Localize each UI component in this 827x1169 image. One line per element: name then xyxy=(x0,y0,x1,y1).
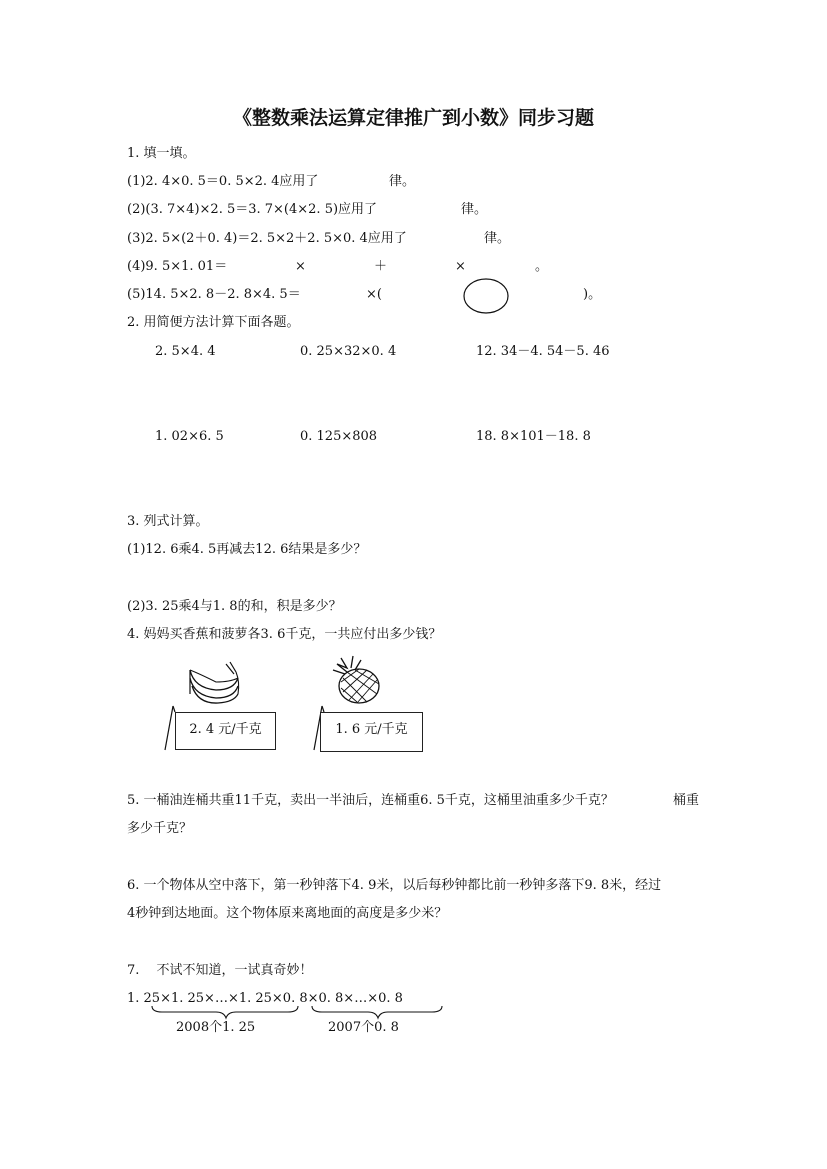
pineapple-icon xyxy=(327,654,383,706)
pineapple-price-label: 1. 6 元/千克 xyxy=(320,712,423,752)
q1-item-2: (2)(3. 7×4)×2. 5＝3. 7×(4×2. 5)应用了 xyxy=(127,202,378,217)
underbraces xyxy=(150,1004,450,1020)
q1-item-4-end: 。 xyxy=(535,259,549,274)
banana-price-label: 2. 4 元/千克 xyxy=(175,712,276,750)
q7-brace-label-2: 2007个0. 8 xyxy=(328,1020,399,1035)
q1-item-1: (1)2. 4×0. 5＝0. 5×2. 4应用了 xyxy=(127,174,319,189)
q1-item-2-suffix: 律。 xyxy=(461,202,488,217)
answer-circle xyxy=(463,278,511,316)
q6-line-2: 4秒钟到达地面。这个物体原来离地面的高度是多少米？ xyxy=(127,906,448,921)
q2-problem-3: 12. 34－4. 54－5. 46 xyxy=(476,344,610,359)
q7-expression: 1. 25×1. 25×…×1. 25×0. 8×0. 8×…×0. 8 xyxy=(127,991,403,1006)
q1-item-4-op-1: × xyxy=(295,259,306,274)
q3-item-1: (1)12. 6乘4. 5再减去12. 6结果是多少？ xyxy=(127,542,367,557)
q5-line-1-end: 桶重 xyxy=(673,793,700,808)
banana-icon xyxy=(186,660,242,704)
q1-item-3: (3)2. 5×(2＋0. 4)＝2. 5×2＋2. 5×0. 4应用了 xyxy=(127,231,407,246)
q1-item-4-op-3: × xyxy=(455,259,466,274)
q1-item-4-op-2: ＋ xyxy=(374,259,388,274)
q5-line-1: 5. 一桶油连桶共重11千克，卖出一半油后，连桶重6. 5千克，这桶里油重多少千克？ xyxy=(127,793,614,808)
q2-problem-6: 18. 8×101－18. 8 xyxy=(476,429,591,444)
q7-brace-label-1: 2008个1. 25 xyxy=(176,1020,256,1035)
q7-heading: 7. 不试不知道，一试真奇妙！ xyxy=(127,963,313,978)
page-title: 《整数乘法运算定律推广到小数》同步习题 xyxy=(232,107,594,129)
q1-item-5-op-1: ×( xyxy=(366,287,382,302)
q1-item-5-end: )。 xyxy=(583,287,602,302)
q1-item-5: (5)14. 5×2. 8－2. 8×4. 5＝ xyxy=(127,287,301,302)
q1-item-3-suffix: 律。 xyxy=(484,231,511,246)
q2-problem-5: 0. 125×808 xyxy=(300,429,378,444)
q1-heading: 1. 填一填。 xyxy=(127,146,196,161)
q2-heading: 2. 用简便方法计算下面各题。 xyxy=(127,315,300,330)
q2-problem-2: 0. 25×32×0. 4 xyxy=(300,344,397,359)
q2-problem-4: 1. 02×6. 5 xyxy=(155,429,224,444)
q2-problem-1: 2. 5×4. 4 xyxy=(155,344,216,359)
q1-item-4: (4)9. 5×1. 01＝ xyxy=(127,259,228,274)
q1-item-1-suffix: 律。 xyxy=(389,174,416,189)
q3-item-2: (2)3. 25乘4与1. 8的和，积是多少？ xyxy=(127,599,342,614)
q6-line-1: 6. 一个物体从空中落下，第一秒钟落下4. 9米，以后每秒钟都比前一秒钟多落下9. 8米，经过 xyxy=(127,878,662,893)
q3-heading: 3. 列式计算。 xyxy=(127,514,209,529)
q5-line-2: 多少千克？ xyxy=(127,821,193,836)
q4-heading: 4. 妈妈买香蕉和菠萝各3. 6千克，一共应付出多少钱？ xyxy=(127,627,442,642)
